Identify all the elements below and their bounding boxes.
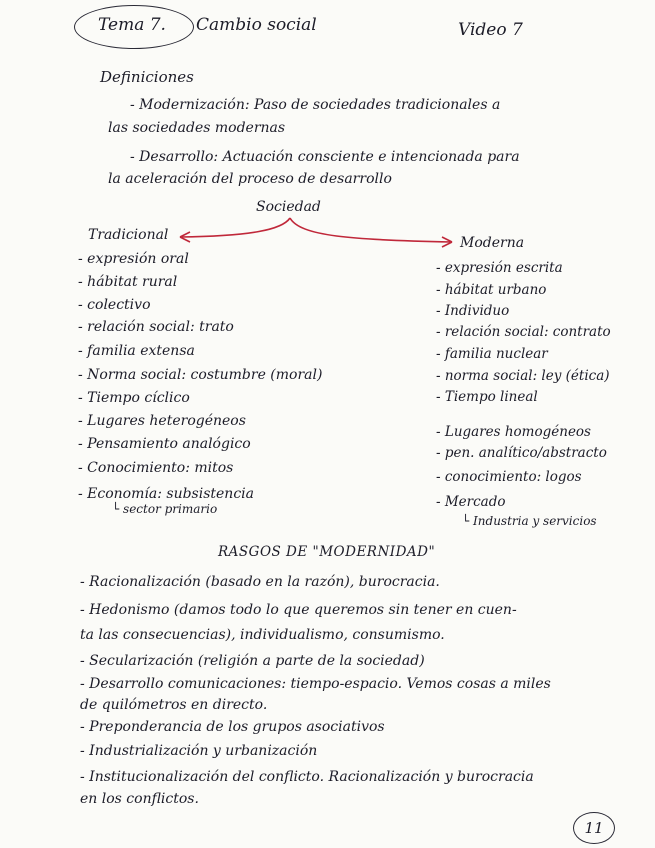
moderna-item: - pen. analítico/abstracto <box>436 445 607 461</box>
definition-line: - Modernización: Paso de sociedades tradicionales a <box>130 97 501 113</box>
rasgo-line: - Desarrollo comunicaciones: tiempo-espacio. Vemos cosas a miles <box>80 676 551 692</box>
moderna-item: - Tiempo lineal <box>436 389 538 405</box>
moderna-item: - hábitat urbano <box>436 282 547 298</box>
rasgo-line: de quilómetros en directo. <box>80 697 268 713</box>
rasgo-line: - Secularización (religión a parte de la sociedad) <box>80 653 425 669</box>
moderna-item: - conocimiento: logos <box>436 469 582 485</box>
rasgo-line: - Industrialización y urbanización <box>80 743 318 759</box>
tema-label: Tema 7. <box>98 15 166 35</box>
definition-line: la aceleración del proceso de desarrollo <box>108 171 392 187</box>
moderna-item: - Lugares homogéneos <box>436 424 591 440</box>
page-number: 11 <box>584 819 604 837</box>
tradicional-item: - hábitat rural <box>78 274 178 290</box>
moderna-subitem: └ Industria y servicios <box>462 514 597 528</box>
tradicional-item: - familia extensa <box>78 343 195 359</box>
moderna-item: - expresión escrita <box>436 260 563 276</box>
moderna-heading: Moderna <box>460 235 525 251</box>
tradicional-item: - expresión oral <box>78 251 189 267</box>
rasgo-line: - Institucionalización del conflicto. Racionalización y burocracia <box>80 769 534 785</box>
definition-line: - Desarrollo: Actuación consciente e intencionada para <box>130 149 520 165</box>
tradicional-subitem: └ sector primario <box>112 502 218 516</box>
page-title: Cambio social <box>196 15 317 35</box>
rasgo-line: en los conflictos. <box>80 791 199 807</box>
tradicional-item: - Tiempo cíclico <box>78 390 190 406</box>
rasgo-line: ta las consecuencias), individualismo, consumismo. <box>80 627 445 643</box>
moderna-item: - Mercado <box>436 494 506 510</box>
arrow-to-tradicional <box>180 218 290 237</box>
tradicional-heading: Tradicional <box>88 227 169 243</box>
tradicional-item: - Economía: subsistencia <box>78 486 254 502</box>
rasgo-line: - Preponderancia de los grupos asociativos <box>80 719 385 735</box>
tradicional-item: - relación social: trato <box>78 319 234 335</box>
definition-line: las sociedades modernas <box>108 120 286 136</box>
tradicional-item: - Conocimiento: mitos <box>78 460 234 476</box>
page-number-circle <box>573 812 615 844</box>
moderna-item: - relación social: contrato <box>436 324 611 340</box>
arrow-to-moderna <box>290 218 452 242</box>
sociedad-label: Sociedad <box>256 199 321 215</box>
moderna-item: - Individuo <box>436 303 510 319</box>
moderna-item: - norma social: ley (ética) <box>436 368 610 384</box>
tradicional-item: - colectivo <box>78 297 151 313</box>
moderna-item: - familia nuclear <box>436 346 548 362</box>
video-label: Video 7 <box>458 20 523 40</box>
rasgo-line: - Hedonismo (damos todo lo que queremos sin tener en cuen- <box>80 602 517 618</box>
tradicional-item: - Norma social: costumbre (moral) <box>78 367 323 383</box>
definiciones-heading: Definiciones <box>100 68 194 86</box>
rasgos-heading: RASGOS DE "MODERNIDAD" <box>218 544 436 560</box>
rasgo-line: - Racionalización (basado en la razón), burocracia. <box>80 574 440 590</box>
tradicional-item: - Pensamiento analógico <box>78 436 251 452</box>
tradicional-item: - Lugares heterogéneos <box>78 413 246 429</box>
